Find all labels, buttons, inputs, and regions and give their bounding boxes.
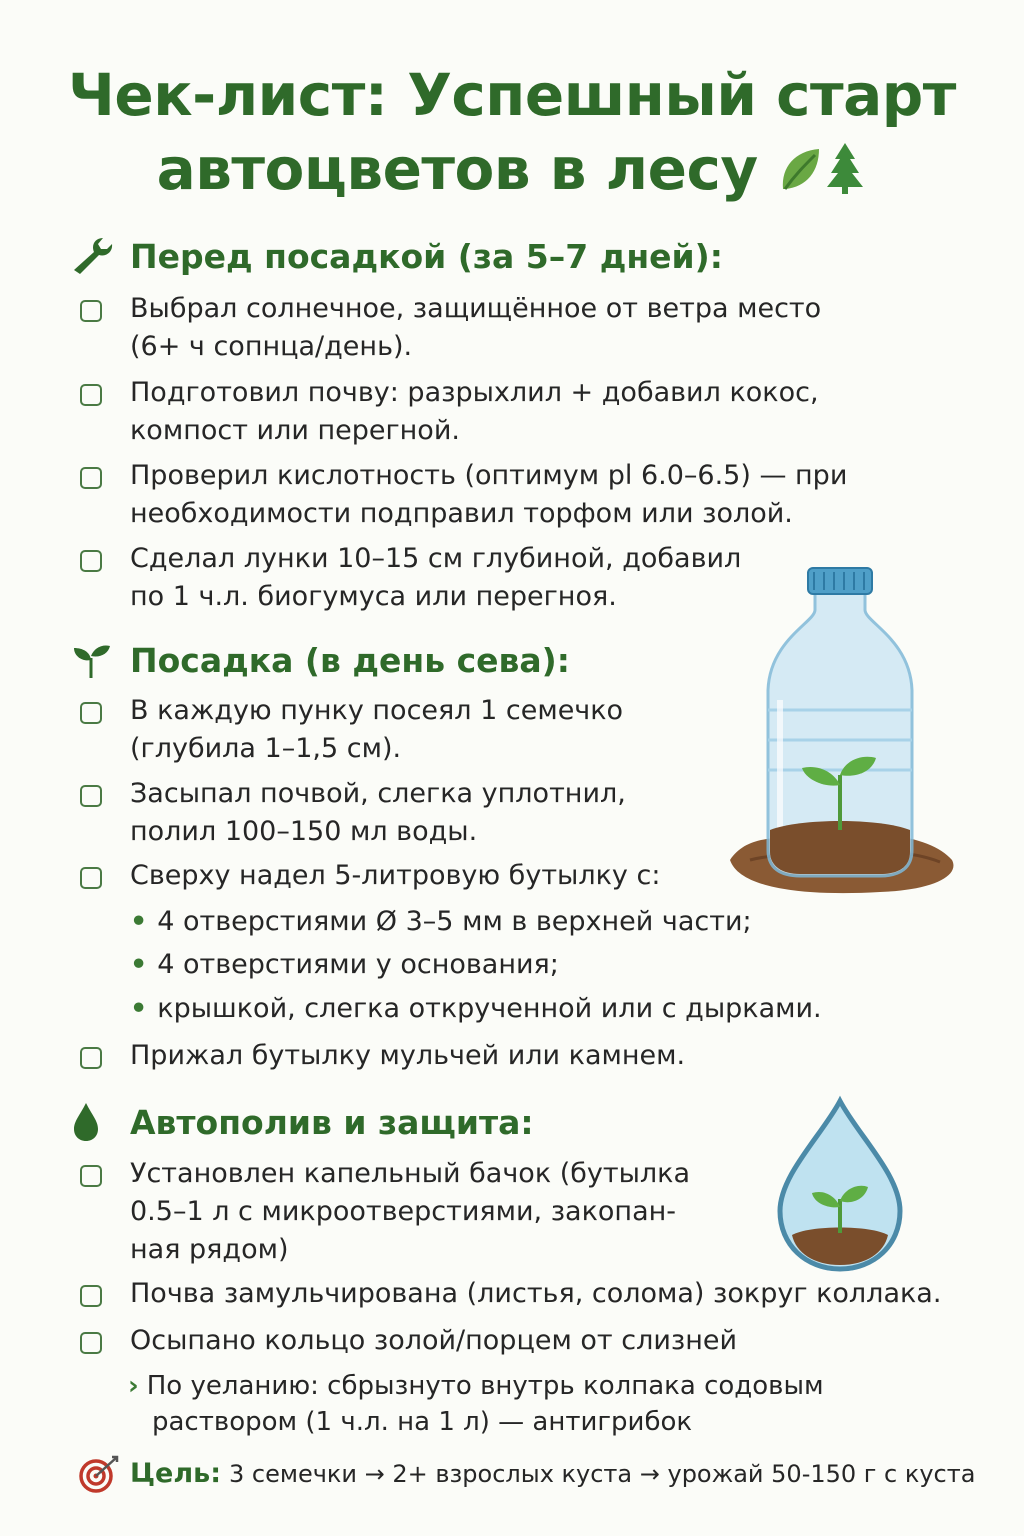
chevron-right-icon: › [128,1371,139,1401]
item-text: ная рядом) [130,1234,289,1265]
item-text: полил 100–150 мл воды. [130,816,478,847]
title-line-2-text: автоцветов в лесу [156,135,758,203]
target-icon [78,1454,120,1494]
item-text: (глубила 1–1,5 см). [130,733,402,764]
section-heading: Посадка (в день сева): [130,640,570,680]
goal-text: 3 семечки → 2+ взрослых куста → урожай 50-150 г с куста [229,1460,976,1488]
item-text: Проверил кислотность (оптимум pl 6.0–6.5) — при [130,460,848,491]
item-text: компост или перегной. [130,415,460,446]
checkbox[interactable] [80,1165,102,1187]
checkbox[interactable] [80,300,102,322]
item-text: Сделал лунки 10–15 см глубиной, добавил [130,543,742,574]
checkbox[interactable] [80,785,102,807]
item-text: В каждую пунку посеял 1 семечко [130,695,624,726]
bullet-text: 4 отверстиями у основания; [157,949,559,980]
note-text: По уеланию: сбрызнуто внутрь колпака содовым [146,1371,824,1401]
checkbox[interactable] [80,550,102,572]
bullet-text: 4 отверстиями Ø 3–5 мм в верхней части; [157,906,752,937]
list-item: • 4 отверстиями Ø 3–5 мм в верхней части; [130,906,752,937]
note-text: раствором (1 ч.л. на 1 л) — антигрибок [152,1407,693,1437]
item-text: Прижал бутылку мульчей или камнем. [130,1040,686,1071]
page-title [0,58,1024,206]
item-text: Установлен капельный бачок (бутылка [130,1158,691,1189]
item-text: Сверху надел 5-литровую бутылку с: [130,860,661,891]
checkbox[interactable] [80,867,102,889]
item-text: по 1 ч.л. биогумуса или перегноя. [130,581,617,612]
leaf-icon [777,145,823,195]
section-heading: Автополив и защита: [130,1102,534,1142]
list-item: • 4 отверстиями у основания; [130,949,559,980]
wrench-icon [70,236,120,276]
water-drop-icon [70,1102,120,1142]
item-text: Выбрал солнечное, защищённое от ветра место [130,293,822,324]
checkbox[interactable] [80,1332,102,1354]
drop-illustration [770,1095,910,1275]
item-text: (6+ ч сопнца/день). [130,331,413,362]
checkbox[interactable] [80,384,102,406]
checkbox[interactable] [80,1285,102,1307]
item-text: Засыпал почвой, слегка уплотнил, [130,778,626,809]
bullet-text: крышкой, слегка открученной или с дырками. [157,993,822,1024]
list-item: • крышкой, слегка открученной или с дырками. [130,993,822,1024]
bottle-illustration [720,560,960,900]
sprout-icon [70,640,120,680]
optional-note [128,1368,824,1440]
checkbox[interactable] [80,1047,102,1069]
item-text: Осыпано кольцо золой/порцем от слизней [130,1325,738,1356]
title-line-2 [0,132,1024,206]
item-text: Почва замульчирована (листья, солома) зокруг коллака. [130,1278,942,1309]
goal-line [78,1454,975,1494]
section-before-planting [70,236,970,276]
item-text: необходимости подправил торфом или золой. [130,498,793,529]
item-text: 0.5–1 л с микроотверстиями, закопан- [130,1196,677,1227]
fir-tree-icon [823,141,867,195]
goal-label: Цель: [130,1458,222,1489]
item-text: Подготовил почву: разрыхлил + добавил кокос, [130,377,819,408]
title-line-1: Чек-лист: Успешный старт [68,61,956,129]
checkbox[interactable] [80,467,102,489]
checkbox[interactable] [80,702,102,724]
section-heading: Перед посадкой (за 5–7 дней): [130,236,723,276]
